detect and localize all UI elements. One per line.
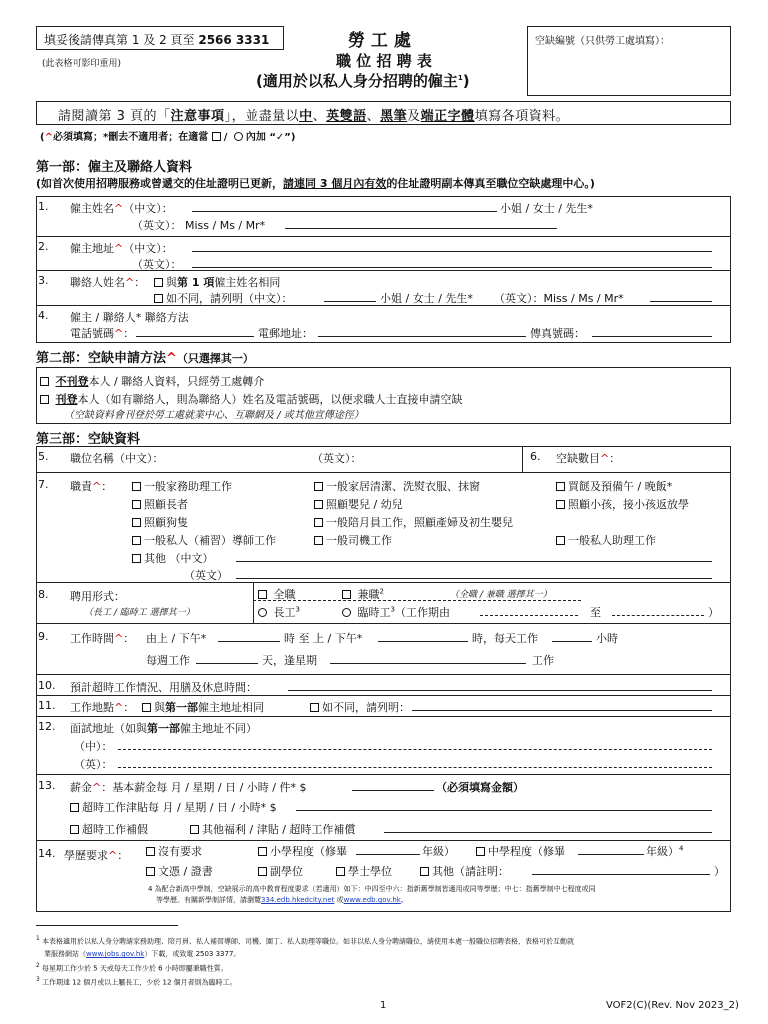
q14-label: 學歷要求^：: [64, 849, 129, 862]
q2-cn-field[interactable]: [192, 240, 712, 252]
q8-parttime[interactable]: 兼職$^2$: [342, 586, 384, 602]
q4-num: 4.: [38, 309, 49, 322]
footnote-1b: 業服務網站（www.jobs.gov.hk）下載，或致電 2503 3377。: [44, 950, 241, 958]
edu-primary-field[interactable]: [356, 843, 420, 855]
q8-to-label: 至: [590, 606, 601, 619]
q7-other-cn-field[interactable]: [236, 550, 712, 562]
q8-choose-note2: （長工 / 臨時工 選擇其一）: [84, 608, 195, 618]
q3-same-option[interactable]: 與第 1 項僱主姓名相同: [154, 274, 280, 290]
q3-label: 聯絡人姓名^：: [70, 276, 146, 289]
q1-en-field[interactable]: [285, 217, 557, 229]
q9-work-label: 工作: [532, 654, 554, 667]
duty-option[interactable]: 一般家務助理工作: [132, 478, 232, 494]
q8-period-to-field[interactable]: [612, 604, 704, 616]
part1-title: 第一部：僱主及聯絡人資料: [36, 160, 193, 175]
q1-num: 1.: [38, 200, 49, 213]
q4-email-label: 電郵地址：: [258, 327, 313, 340]
part2-option-publish[interactable]: 刊登本人（如有聯絡人，則為聯絡人）姓名及電話號碼，以便求職人士直接申請空缺: [40, 391, 463, 407]
q8-choose-note: （全職 / 兼職 選擇其一）: [450, 590, 552, 600]
q13-ot-option[interactable]: 超時工作津貼每 月 / 星期 / 日 / 小時* $: [70, 799, 277, 815]
duty-option[interactable]: 一般陪月員工作，照顧產婦及初生嬰兒: [314, 514, 513, 530]
q7-other-option[interactable]: 其他 （中文）: [132, 550, 214, 566]
radio-icon: [234, 132, 243, 141]
q12-label: 面試地址（如與第一部僱主地址不同）: [70, 722, 257, 735]
edu-option-diploma[interactable]: 文憑 / 證書: [146, 863, 213, 879]
q6-num: 6.: [530, 450, 541, 463]
q13-ot-field[interactable]: [296, 799, 712, 811]
q13-required-note: （必須填寫金額）: [436, 781, 524, 794]
q8-temporary[interactable]: 臨時工$^3$（工作期由: [342, 604, 450, 620]
q7-label: 職責^：: [70, 480, 113, 493]
q5-en-label: （英文）：: [312, 452, 362, 465]
notice-legend: (^必須填寫；*刪去不適用者；在適當 / 內加 “✓”): [40, 132, 296, 143]
q9-hours-field[interactable]: [552, 630, 592, 642]
duty-option[interactable]: 照顧長者: [132, 496, 188, 512]
q3-num: 3.: [38, 274, 49, 287]
edu-option-degree[interactable]: 學士學位: [336, 863, 392, 879]
q10-field[interactable]: [288, 679, 712, 691]
footnote-4-line2: 等學歷。有關新學制詳情，請瀏覽334.edb.hkedcity.net 或www.edb.gov.hk。: [156, 896, 408, 904]
edu-other-field[interactable]: [532, 863, 710, 875]
q8-close: ）: [708, 606, 719, 619]
q4-tel-field[interactable]: [136, 325, 254, 337]
q11-num: 11.: [38, 699, 56, 712]
notice-text: 請閱讀第 3 頁的「注意事項」，並盡量以中、英雙語、黑筆及端正字體填寫各項資料。: [58, 109, 570, 124]
form-code: VOF2(C)(Rev. Nov 2023_2): [606, 1000, 739, 1011]
q4-fax-label: 傳真號碼：: [530, 327, 585, 340]
edu-option-subdegree[interactable]: 副學位: [258, 863, 303, 879]
q7-num: 7.: [38, 478, 49, 491]
q8-period-from-field[interactable]: [480, 604, 578, 616]
edu-option-primary[interactable]: 小學程度（修畢: [258, 843, 347, 859]
q2-label: 僱主地址^（中文）：: [70, 242, 173, 255]
edb-link[interactable]: www.edb.gov.hk: [343, 896, 401, 904]
q11-same-option[interactable]: 與第一部僱主地址相同: [142, 699, 264, 715]
q7-other-en-field[interactable]: [236, 567, 712, 579]
edu-other-close: ）: [714, 865, 725, 878]
q9-week-label: 每週工作: [146, 654, 190, 667]
q9-days-field[interactable]: [196, 652, 258, 664]
q2-en-label: （英文）：: [132, 258, 182, 271]
q3-en-label: （英文）：Miss / Ms / Mr*: [494, 292, 624, 305]
q11-field[interactable]: [412, 699, 712, 711]
q7-other-en-label: （英文）: [184, 569, 228, 582]
q9-daily-label: 時，每天工作: [472, 632, 538, 645]
q9-days-label: 天，逢星期: [262, 654, 317, 667]
q13-num: 13.: [38, 779, 56, 792]
q4-label: 僱主 / 聯絡人* 聯絡方法: [70, 311, 189, 324]
q10-num: 10.: [38, 679, 56, 692]
q4-email-field[interactable]: [318, 325, 526, 337]
q13-comp-option[interactable]: 超時工作補假: [70, 821, 148, 837]
footnote-1: $^1$ 本表格適用於以私人身分聘請家務助理、陪月員、私人補習導師、司機、園丁、私人助理等職位。如非以私人身分聘請職位，請使用本處一般職位招聘表格，表格可於互動就: [36, 936, 574, 946]
q8-label: 聘用形式：: [70, 590, 125, 603]
q8-num: 8.: [38, 588, 49, 601]
q3-diff-option[interactable]: 如不同，請列明（中文）：: [154, 290, 293, 306]
q13-label: 薪金^：基本薪金每 月 / 星期 / 日 / 小時 / 件* $: [70, 781, 307, 794]
duty-option[interactable]: 照顧嬰兒 / 幼兒: [314, 496, 403, 512]
footnote-4-line1: 4 為配合新高中學制，空缺展示的高中教育程度要求（若適用）如下：中四至中六：指新舊學制皆適用或同等學歷；中七：指舊學制中七程度或同: [148, 885, 596, 893]
q5-label: 職位名稱（中文）：: [70, 452, 164, 465]
q10-label: 預計超時工作情況、用膳及休息時間：: [70, 681, 257, 694]
q13-other-option[interactable]: 其他福利 / 津貼 / 超時工作補償: [190, 821, 355, 837]
edu-option-none[interactable]: 沒有要求: [146, 843, 202, 859]
jobs-gov-link[interactable]: www.jobs.gov.hk: [86, 950, 145, 958]
part2-title: 第二部：空缺申請方法^（只選擇其一）: [36, 351, 254, 366]
edu-secondary-field[interactable]: [578, 843, 644, 855]
edu-option-secondary[interactable]: 中學程度（修畢: [476, 843, 565, 859]
fax-instruction: 填妥後請傳真第 1 及 2 頁至 2566 3331: [44, 33, 270, 47]
q9-hours-label: 小時: [596, 632, 618, 645]
q9-label: 工作時間^：: [70, 632, 135, 645]
q8-fulltime[interactable]: 全職: [258, 586, 296, 602]
duty-option[interactable]: 照顧狗隻: [132, 514, 188, 530]
q12-cn-label: （中）：: [74, 740, 113, 753]
duty-option[interactable]: 一般司機工作: [314, 532, 392, 548]
duty-option[interactable]: 一般家居清潔、洗熨衣服、抹窗: [314, 478, 480, 494]
q9-from-field[interactable]: [218, 630, 280, 642]
part2-publish-note: （空缺資料會刊登於勞工處就業中心、互聯網及 / 或其他宣傳途徑）: [64, 410, 364, 421]
page-number: 1: [380, 1000, 387, 1011]
duty-option[interactable]: 照顧小孩，接小孩返放學: [556, 496, 689, 512]
vacancy-no-label: 空缺編號（只供勞工處填寫）：: [535, 36, 670, 47]
form-title: 職 位 招 聘 表: [336, 52, 432, 70]
q4-tel-label: 電話號碼^：: [70, 327, 135, 340]
q12-cn-field[interactable]: [118, 738, 712, 750]
q9-to-label: 時 至 上 / 下午*: [284, 632, 363, 645]
q4-fax-field[interactable]: [592, 325, 712, 337]
copy-note: (此表格可影印重用): [42, 59, 122, 69]
q3-cn-field[interactable]: [324, 290, 376, 302]
q12-num: 12.: [38, 720, 56, 733]
q1-en-label: （英文）： Miss / Ms / Mr*: [132, 219, 266, 232]
q1-titles: 小姐 / 女士 / 先生*: [500, 202, 593, 215]
q9-from-label: 由上 / 下午*: [146, 632, 207, 645]
edu-grade-label2: 年級）$^4$: [646, 844, 684, 858]
duty-option[interactable]: 買餸及預備午 / 晚飯*: [556, 478, 672, 494]
q2-en-field[interactable]: [192, 256, 712, 268]
q1-label: 僱主姓名^（中文）：: [70, 202, 173, 215]
edu-grade-label: 年級）: [422, 845, 455, 858]
q8-permanent[interactable]: 長工$^3$: [258, 604, 300, 620]
q3-en-field[interactable]: [650, 290, 712, 302]
q12-en-label: （英）：: [74, 758, 113, 771]
part3-title: 第三部：空缺資料: [36, 432, 141, 447]
edb-hkedcity-link[interactable]: 334.edb.hkedcity.net: [261, 896, 335, 904]
checkbox-icon: [212, 132, 221, 141]
q3-titles: 小姐 / 女士 / 先生*: [380, 292, 473, 305]
q9-weekday-field[interactable]: [330, 652, 526, 664]
q1-cn-field[interactable]: [192, 200, 497, 212]
footnote-divider: [36, 925, 178, 926]
footnote-3: $^3$ 工作期達 12 個月或以上屬長工，少於 12 個月者則為臨時工。: [36, 977, 237, 987]
q9-to-field[interactable]: [378, 630, 468, 642]
q2-num: 2.: [38, 240, 49, 253]
part1-note: (如首次使用招聘服務或曾遞交的住址證明已更新，請連同 3 個月內有效的住址證明副本傳真至職位空缺處理中心。): [36, 177, 595, 190]
q5-num: 5.: [38, 450, 49, 463]
q13-basic-field[interactable]: [352, 779, 434, 791]
part2-option-nopublish[interactable]: 不刊登本人 / 聯絡人資料，只經勞工處轉介: [40, 373, 264, 389]
duty-option[interactable]: 一般私人（補習）導師工作: [132, 532, 276, 548]
edu-option-other[interactable]: 其他（請註明：: [420, 863, 509, 879]
q12-en-field[interactable]: [118, 756, 712, 768]
q6-label: 空缺數目^：: [556, 452, 621, 465]
q11-label: 工作地點^：: [70, 701, 135, 714]
q11-diff-option[interactable]: 如不同，請列明：: [310, 699, 410, 715]
duty-option[interactable]: 一般私人助理工作: [556, 532, 656, 548]
form-subtitle: (適用於以私人身分招聘的僱主$^1$): [256, 72, 470, 90]
q14-num: 14.: [38, 847, 56, 860]
footnote-2: $^2$ 每星期工作少於 5 天或每天工作少於 6 小時即屬兼職性質。: [36, 963, 228, 973]
q9-num: 9.: [38, 630, 49, 643]
org-name: 勞 工 處: [348, 31, 411, 51]
q13-other-field[interactable]: [384, 821, 712, 833]
